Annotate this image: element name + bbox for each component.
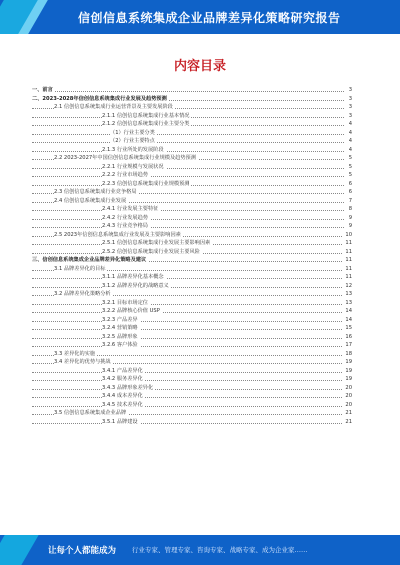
toc-entry[interactable] [32,146,352,155]
toc-entry-title: 三、信创信息系统集成企业品牌差异化策略及建议 [32,257,147,263]
toc-entry-title: 3.1.1 品牌差异化基本概念 [102,274,164,280]
toc-entry[interactable] [32,205,352,214]
toc-entry[interactable] [32,418,352,427]
toc-entry-page: 6 [348,189,352,195]
toc-entry-page: 4 [348,129,352,136]
toc-entry-title: 2.2.1 行业规模与发展状况 [102,163,164,170]
toc-entry-page: 19 [345,367,352,374]
toc-leader-dots [32,304,344,305]
toc-entry-page: 11 [345,240,352,246]
toc-leader-dots [32,168,344,169]
toc-leader-dots [32,227,344,228]
toc-entry-page: 8 [348,206,352,212]
toc-entry-title: 2.4.2 行业发展趋势 [102,214,148,221]
toc-leader-dots [32,380,344,381]
toc-entry[interactable] [32,290,352,299]
toc-entry-page: 14 [345,308,352,314]
toc-entry-page: 11 [345,257,352,263]
toc-entry[interactable] [32,197,352,206]
toc-entry-title: 3.4.1 产品差异化 [102,367,143,374]
toc-entry-page: 6 [348,180,352,187]
toc-entry-page: 3 [348,112,352,119]
toc-entry-title: 2.3 信创信息系统集成行业竞争格局 [54,189,137,195]
toc-entry-title: 3.1 品牌差异化的目标 [54,265,106,272]
toc-entry-title: 2.1 信创信息系统集成行业运营背景及主要发展阶段 [54,104,173,110]
toc-entry-page: 17 [345,342,352,348]
footer-subtitle: 行业专家、管理专家、咨询专家、战略专家、成为企业家…… [132,546,308,554]
toc-entry[interactable] [32,341,352,350]
toc-entry-page: 9 [348,214,352,221]
toc-entry-page: 14 [345,316,352,323]
toc-entry[interactable] [32,214,352,223]
toc-entry[interactable] [32,392,352,401]
toc-entry-page: 7 [348,197,352,204]
toc-entry[interactable] [32,316,352,325]
toc-entry[interactable] [32,129,352,138]
toc-leader-dots [32,142,344,143]
toc-entry-page: 3 [348,104,352,110]
toc-entry[interactable] [32,307,352,316]
toc-entry-page: 5 [348,163,352,170]
toc-entry-title: 3.2 品牌差异化策略分析 [54,291,111,297]
toc-entry-title: 二、2023-2028年信创信息系统集成行业发展及趋势预测 [32,95,167,102]
toc-leader-dots [32,91,344,92]
toc-entry-page: 20 [345,401,352,408]
toc-entry-title: 3.4.3 品牌形象差异化 [102,384,154,391]
footer-slogan: 让每个人都能成为 [48,546,117,556]
toc-entry-page: 5 [348,172,352,178]
header-bar [0,0,400,34]
toc-entry-title: 3.4.5 技术差异化 [102,401,143,408]
toc-entry[interactable] [32,350,352,359]
toc-entry[interactable] [32,112,352,121]
toc-entry[interactable] [32,282,352,291]
toc-entry[interactable] [32,256,352,265]
toc-entry[interactable] [32,137,352,146]
toc-entry-page: 11 [345,265,352,272]
toc-entry-title: 3.4 差异化的优势与挑战 [54,359,111,365]
toc-leader-dots [32,389,344,390]
toc-entry[interactable] [32,180,352,189]
toc-entry-title: 2.4.1 行业发展主要特征 [102,206,159,212]
report-title: 信创信息系统集成企业品牌差异化策略研究报告 [78,11,341,25]
toc-leader-dots [32,134,344,135]
toc-entry-page: 21 [345,410,352,416]
toc-leader-dots [32,287,344,288]
footer-stripe-accent [0,535,39,565]
toc-leader-dots [32,176,344,177]
toc-entry-page: 21 [345,418,352,425]
toc-entry[interactable] [32,103,352,112]
toc-leader-dots [32,210,344,211]
toc-entry[interactable] [32,358,352,367]
toc-entry-title: 2.1.1 信创信息系统集成行业基本情况 [102,112,190,119]
toc-entry[interactable] [32,222,352,231]
table-of-contents [32,86,352,426]
toc-entry-page: 4 [348,138,352,144]
toc-entry[interactable] [32,86,352,95]
toc-entry-page: 19 [345,359,352,365]
toc-entry[interactable] [32,265,352,274]
toc-entry[interactable] [32,384,352,393]
toc-entry-title: 一、前言 [32,87,53,93]
toc-entry-title: 2.5 2023年信创信息系统集成行业发展及主要影响因素 [54,231,181,238]
toc-entry-title: 2.2 2023-2027年中国信创信息系统集成行业规模及趋势预测 [54,155,196,161]
toc-leader-dots [32,278,344,279]
toc-entry-title: 2.5.2 信创信息系统集成行业发展主要风险 [102,248,200,255]
toc-entry-title: 2.2.3 信创信息系统集成行业规模预测 [102,180,190,187]
footer-bar [0,535,400,565]
toc-leader-dots [32,312,344,313]
toc-entry-page: 11 [345,274,352,280]
toc-entry-title: （1）行业主要分类 [110,129,155,136]
toc-entry-page: 19 [345,376,352,382]
toc-entry-page: 15 [345,325,352,331]
toc-entry-page: 3 [348,87,352,93]
toc-entry-page: 13 [345,299,352,306]
toc-entry-title: 3.4.4 成本差异化 [102,393,143,399]
toc-entry-page: 12 [345,282,352,289]
toc-entry-title: 3.2.6 客户体验 [102,342,138,348]
toc-entry-title: 2.4.3 行业竞争格局 [102,223,148,229]
toc-entry-page: 5 [348,155,352,161]
toc-leader-dots [32,338,344,339]
toc-entry-page: 18 [345,350,352,357]
toc-entry[interactable] [32,333,352,342]
toc-entry[interactable] [32,171,352,180]
toc-entry[interactable] [32,163,352,172]
toc-entry-title: 3.3 差异化的实施 [54,350,96,357]
toc-entry[interactable] [32,375,352,384]
toc-entry-page: 9 [348,223,352,229]
toc-entry[interactable] [32,299,352,308]
toc-entry[interactable] [32,95,352,104]
toc-entry-title: 2.4 信创信息系统集成行业发展 [54,197,127,204]
toc-leader-dots [32,397,344,398]
toc-entry-title: 2.1.3 行业所处的发展阶段 [102,146,164,153]
toc-entry[interactable] [32,154,352,163]
toc-heading: 内容目录 [173,59,226,74]
toc-entry-title: 3.2.1 目标市场定位 [102,299,148,306]
toc-leader-dots [32,372,344,373]
toc-entry-title: （2）行业主要特点 [110,138,155,144]
toc-entry[interactable] [32,248,352,257]
toc-entry[interactable] [32,324,352,333]
toc-entry-title: 3.5 信创信息系统集成企业品牌 [54,410,127,416]
toc-leader-dots [32,406,344,407]
toc-entry[interactable] [32,120,352,129]
toc-entry[interactable] [32,188,352,197]
toc-entry-page: 10 [345,231,352,238]
toc-entry-title: 3.2.3 产品差异 [102,316,138,323]
toc-entry-page: 13 [345,291,352,297]
toc-leader-dots [32,151,344,152]
toc-entry-page: 3 [348,95,352,102]
toc-entry-title: 2.5.1 信创信息系统集成行业发展主要影响因素 [102,240,211,246]
toc-leader-dots [32,219,344,220]
toc-entry-title: 2.2.2 行业市场趋势 [102,172,148,178]
toc-entry[interactable] [32,231,352,240]
toc-leader-dots [32,346,344,347]
toc-leader-dots [32,329,344,330]
toc-entry-page: 11 [345,248,352,255]
toc-entry-page: 20 [345,384,352,391]
toc-entry[interactable] [32,239,352,248]
toc-leader-dots [32,423,344,424]
toc-entry-page: 4 [348,121,352,127]
toc-entry-title: 2.1.2 信创信息系统集成行业主要分类 [102,121,190,127]
toc-entry[interactable] [32,409,352,418]
toc-entry-title: 3.1.2 品牌差异化的战略意义 [102,282,169,289]
toc-entry-title: 3.4.2 服务差异化 [102,376,143,382]
toc-entry[interactable] [32,273,352,282]
toc-entry-page: 20 [345,393,352,399]
toc-entry-title: 3.5.1 品牌建设 [102,418,138,425]
toc-entry-title: 3.2.2 品牌核心价值 USP [102,308,160,314]
toc-leader-dots [32,321,344,322]
toc-entry[interactable] [32,367,352,376]
toc-entry[interactable] [32,401,352,410]
toc-entry-page: 4 [348,146,352,153]
toc-entry-title: 3.2.4 营销策略 [102,325,138,331]
toc-entry-title: 3.2.5 品牌形象 [102,333,138,340]
toc-entry-page: 16 [345,333,352,340]
